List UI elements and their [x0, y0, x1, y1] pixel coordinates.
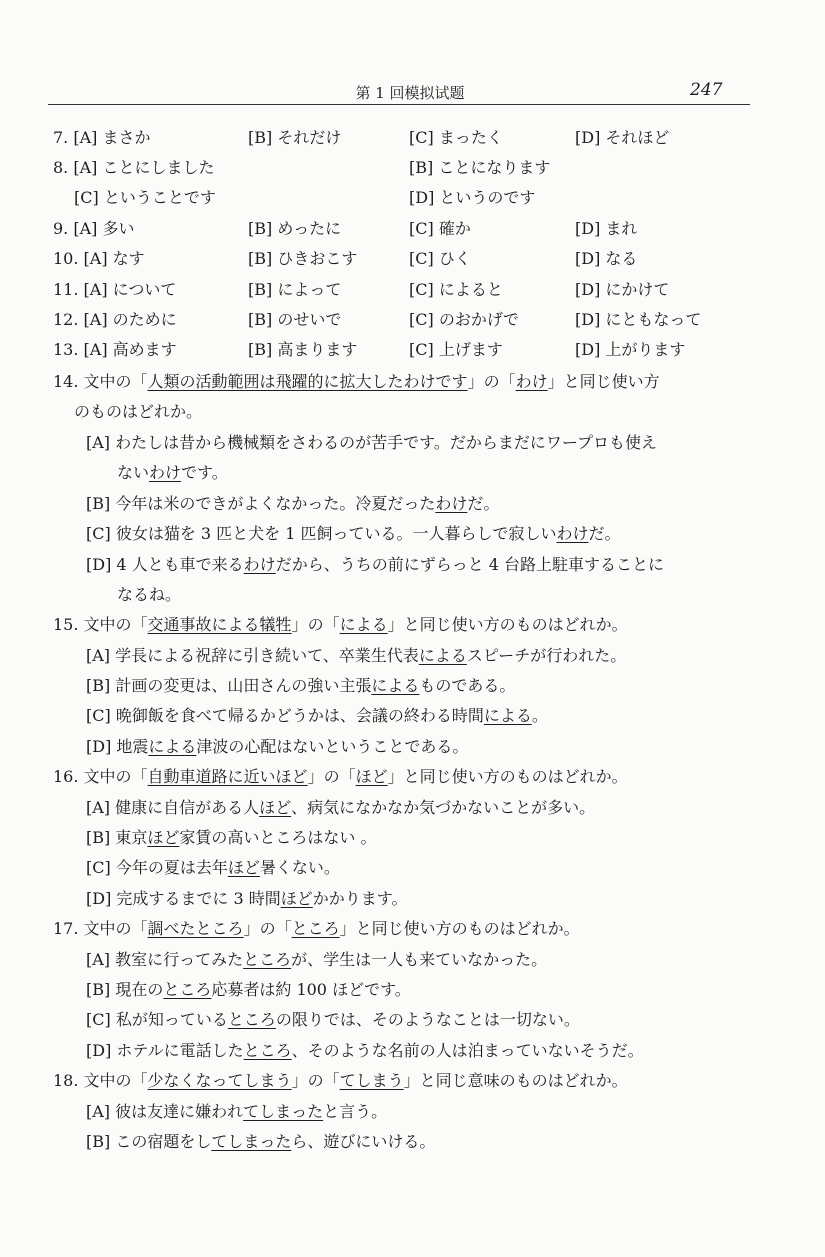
option-8-a: 8. [A] ことにしました [53, 158, 215, 177]
option-17-a: [A] 教室に行ってみたところが、学生は一人も来ていなかった。 [86, 950, 548, 969]
option-12-d: [D] にともなって [575, 310, 702, 329]
option-16-d: [D] 完成するまでに 3 時間ほどかかります。 [86, 889, 408, 908]
page-number: 247 [690, 80, 723, 100]
question-16-stem: 16. 文中の「自動車道路に近いほど」の「ほど」と同じ使い方のものはどれか。 [53, 767, 628, 786]
option-9-c: [C] 確か [409, 219, 471, 238]
option-7-d: [D] それほど [575, 128, 670, 147]
header-divider [48, 104, 750, 105]
option-14-d-cont: なるね。 [117, 585, 182, 604]
option-8-d: [D] というのです [409, 188, 536, 207]
option-11-b: [B] によって [248, 280, 342, 299]
option-14-d: [D] 4 人とも車で来るわけだから、うちの前にずらっと 4 台路上駐車することに [86, 555, 665, 574]
option-12-a: 12. [A] のために [53, 310, 177, 329]
option-10-d: [D] なる [575, 249, 638, 268]
option-14-a-cont: ないわけです。 [117, 463, 228, 482]
option-10-a: 10. [A] なす [53, 249, 145, 268]
option-18-a: [A] 彼は友達に嫌われてしまったと言う。 [86, 1102, 388, 1121]
option-9-d: [D] まれ [575, 219, 638, 238]
option-12-b: [B] のせいで [248, 310, 342, 329]
option-15-d: [D] 地震による津波の心配はないということである。 [86, 737, 469, 756]
option-17-b: [B] 現在のところ応募者は約 100 ほどです。 [86, 980, 411, 999]
option-7-c: [C] まったく [409, 128, 503, 147]
option-11-a: 11. [A] について [53, 280, 177, 299]
option-18-b: [B] この宿題をしてしまったら、遊びにいける。 [86, 1132, 436, 1151]
option-14-b: [B] 今年は米のできがよくなかった。冷夏だったわけだ。 [86, 494, 500, 513]
option-13-d: [D] 上がります [575, 340, 686, 359]
option-12-c: [C] のおかげで [409, 310, 519, 329]
option-15-c: [C] 晩御飯を食べて帰るかどうかは、会議の終わる時間による。 [86, 706, 548, 725]
option-9-a: 9. [A] 多い [53, 219, 135, 238]
option-10-b: [B] ひきおこす [248, 249, 358, 268]
option-14-a: [A] わたしは昔から機械類をさわるのが苦手です。だからまだにワープロも使え [86, 433, 658, 452]
question-17-stem: 17. 文中の「調べたところ」の「ところ」と同じ使い方のものはどれか。 [53, 919, 580, 938]
running-header-title: 第 1 回模拟试题 [355, 84, 465, 102]
option-8-c: [C] ということです [74, 188, 216, 207]
question-14-stem-cont: のものはどれか。 [74, 402, 203, 421]
option-8-b: [B] ことになります [409, 158, 551, 177]
option-9-b: [B] めったに [248, 219, 342, 238]
option-17-d: [D] ホテルに電話したところ、そのような名前の人は泊まっていないそうだ。 [86, 1041, 644, 1060]
question-14-stem: 14. 文中の「人類の活動範囲は飛躍的に拡大したわけです」の「わけ」と同じ使い方 [53, 372, 660, 391]
option-13-b: [B] 高まります [248, 340, 358, 359]
option-16-b: [B] 東京ほど家賃の高いところはない 。 [86, 828, 377, 847]
option-15-b: [B] 計画の変更は、山田さんの強い主張によるものである。 [86, 676, 516, 695]
option-17-c: [C] 私が知っているところの限りでは、そのようなことは一切ない。 [86, 1010, 580, 1029]
question-15-stem: 15. 文中の「交通事故による犠牲」の「による」と同じ使い方のものはどれか。 [53, 615, 628, 634]
option-10-c: [C] ひく [409, 249, 471, 268]
option-14-c: [C] 彼女は猫を 3 匹と犬を 1 匹飼っている。一人暮らしで寂しいわけだ。 [86, 524, 621, 543]
option-16-a: [A] 健康に自信がある人ほど、病気になかなか気づかないことが多い。 [86, 798, 596, 817]
option-16-c: [C] 今年の夏は去年ほど暑くない。 [86, 858, 340, 877]
question-18-stem: 18. 文中の「少なくなってしまう」の「てしまう」と同じ意味のものはどれか。 [53, 1071, 628, 1090]
option-13-a: 13. [A] 高めます [53, 340, 177, 359]
option-11-d: [D] にかけて [575, 280, 670, 299]
option-11-c: [C] によると [409, 280, 503, 299]
option-7-a: 7. [A] まさか [53, 128, 151, 147]
option-15-a: [A] 学長による祝辞に引き続いて、卒業生代表によるスピーチが行われた。 [86, 646, 627, 665]
option-13-c: [C] 上げます [409, 340, 503, 359]
option-7-b: [B] それだけ [248, 128, 342, 147]
